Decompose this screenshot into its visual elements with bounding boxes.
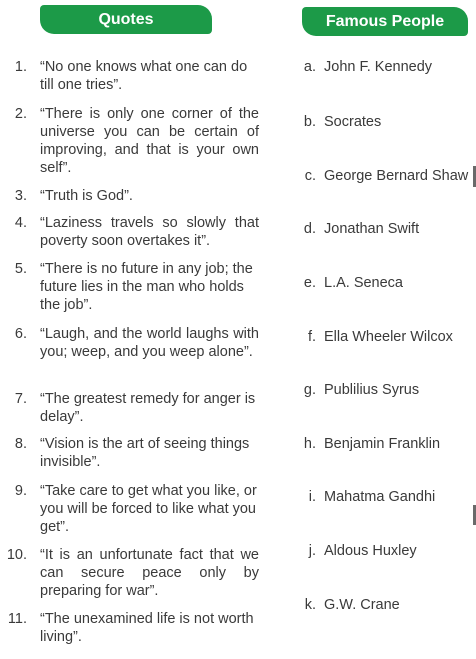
person-name: Aldous Huxley: [324, 543, 417, 559]
quote-text: “Truth is God”.: [40, 188, 133, 204]
person-letter: e.: [303, 275, 316, 291]
person-letter: b.: [303, 114, 316, 130]
quote-number: 7.: [14, 391, 27, 407]
quote-number: 8.: [14, 436, 27, 452]
person-name: L.A. Seneca: [324, 275, 403, 291]
person-item: [296, 596, 400, 614]
quote-text: “Vision is the art of seeing things invisible”.: [40, 436, 250, 470]
person-letter: g.: [303, 382, 316, 398]
quote-text: “Take care to get what you like, or you will be forced to like what you get”.: [40, 483, 257, 535]
person-name: George Bernard Shaw: [324, 168, 469, 184]
quote-text: “The greatest remedy for anger is delay”.: [40, 391, 256, 425]
quote-number: 9.: [14, 483, 27, 499]
famous-people-header: Famous People: [302, 7, 468, 36]
person-item: [296, 113, 382, 131]
person-letter: f.: [307, 329, 316, 345]
quote-text: “No one knows what one can do till one tries”.: [40, 59, 248, 93]
person-name: G.W. Crane: [324, 597, 400, 613]
person-item: [296, 542, 417, 560]
person-item: [296, 488, 436, 506]
person-item: [296, 220, 420, 238]
quote-number: 10.: [6, 547, 27, 563]
person-item: [296, 274, 403, 292]
quote-number: 1.: [14, 59, 27, 75]
quote-number: 3.: [14, 188, 27, 204]
person-letter: i.: [308, 489, 316, 505]
quote-number: 6.: [14, 326, 27, 342]
quote-number: 5.: [14, 261, 27, 277]
quote-text: “It is an unfortunate fact that we can secure peace only by preparing for war”.: [40, 547, 259, 599]
person-name: Ella Wheeler Wilcox: [324, 329, 453, 345]
person-item: [296, 328, 453, 346]
person-letter: a.: [303, 59, 316, 75]
person-name: John F. Kennedy: [324, 59, 433, 75]
person-item: [296, 435, 441, 453]
person-name: Benjamin Franklin: [324, 436, 441, 452]
quote-number: 11.: [7, 611, 27, 627]
person-name: Jonathan Swift: [324, 221, 420, 237]
person-item: [296, 167, 469, 185]
person-letter: c.: [304, 168, 316, 184]
person-item: [296, 58, 433, 76]
quote-text: “There is no future in any job; the future lies in the man who holds the job”.: [40, 261, 253, 313]
person-name: Socrates: [324, 114, 382, 130]
person-name: Mahatma Gandhi: [324, 489, 436, 505]
person-letter: j.: [308, 543, 316, 559]
quote-text: “The unexamined life is not worth living”.: [40, 611, 254, 645]
person-letter: k.: [304, 597, 316, 613]
person-letter: h.: [303, 436, 316, 452]
quotes-header: Quotes: [40, 5, 212, 34]
quote-number: 2.: [14, 106, 27, 122]
quote-number: 4.: [14, 215, 27, 231]
person-letter: d.: [303, 221, 316, 237]
quote-text: “Laugh, and the world laughs with you; weep, and you weep alone”.: [40, 326, 259, 360]
person-item: [296, 381, 420, 399]
quote-text: “Laziness travels so slowly that poverty soon overtakes it”.: [40, 215, 259, 249]
person-name: Publilius Syrus: [324, 382, 420, 398]
quote-text: “There is only one corner of the universe you can be certain of improving, and that is your own self”.: [40, 106, 259, 176]
